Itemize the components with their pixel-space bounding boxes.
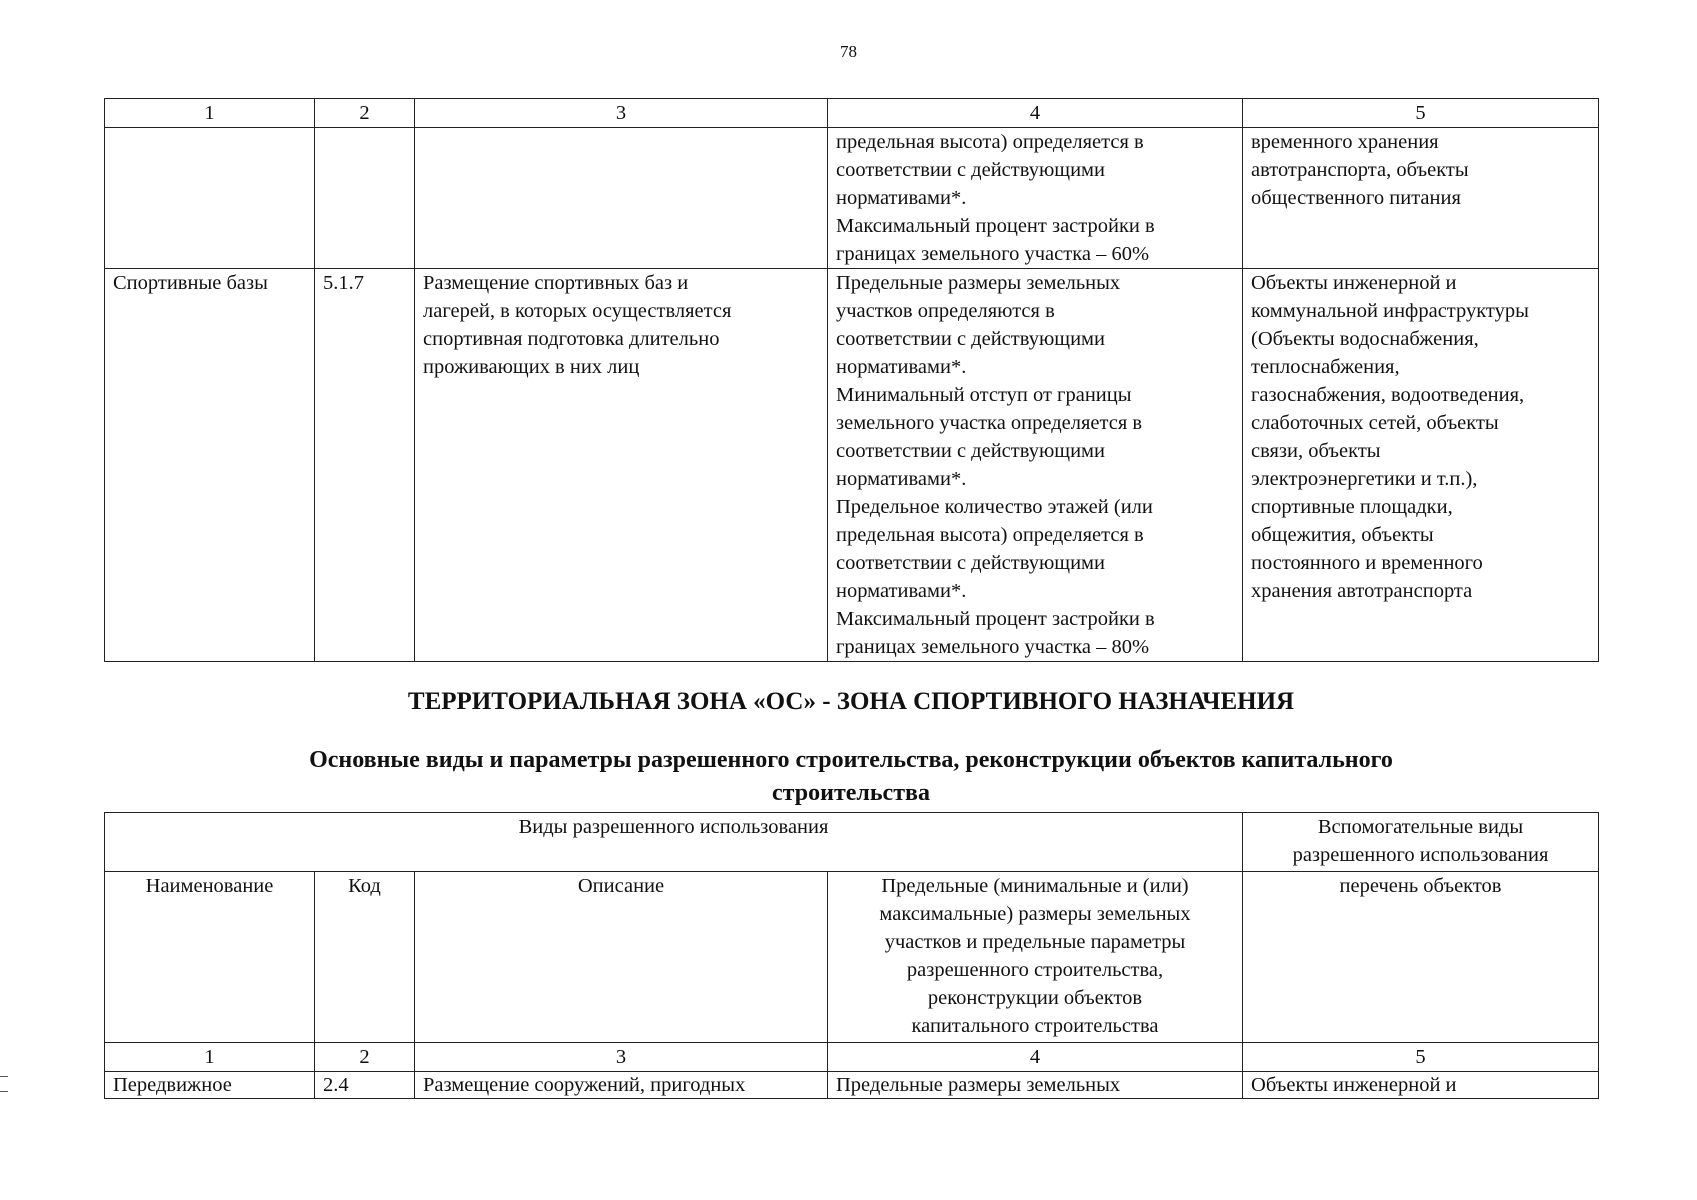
text-line: разрешенного использования (1292, 844, 1549, 866)
name-cell (105, 128, 315, 269)
text-line: Основные виды и параметры разрешенного строительства, реконструкции объектов капитального (309, 747, 1393, 773)
text-line: коммунальной инфраструктуры (1251, 300, 1529, 322)
text-line: разрешенного строительства, (906, 959, 1164, 981)
column-header-row (105, 872, 1599, 1043)
text-line: (Объекты водоснабжения, (1251, 328, 1479, 350)
aux-header (1243, 813, 1599, 872)
text-line: Объекты инженерной и (1251, 272, 1457, 294)
top-table (104, 98, 1599, 662)
column-number: 1 (105, 99, 315, 128)
text-line: проживающих в них лиц (423, 356, 640, 378)
text-line: Максимальный процент застройки в (836, 215, 1155, 237)
column-number: 3 (415, 1043, 828, 1072)
column-number-row (105, 1043, 1599, 1072)
table-row (105, 269, 1599, 662)
text-line: нормативами*. (836, 580, 967, 602)
text-line: соответствии с действующими (836, 328, 1105, 350)
text-line: теплоснабжения, (1251, 356, 1400, 378)
text-line: нормативами*. (836, 187, 967, 209)
name-cell: Передвижное (105, 1072, 315, 1099)
column-header-description: Описание (415, 872, 828, 1043)
column-number: 1 (105, 1043, 315, 1072)
params-cell (828, 128, 1243, 269)
text-line: спортивная подготовка длительно (423, 328, 720, 350)
column-header-code: Код (315, 872, 415, 1043)
group-header-row (105, 813, 1599, 872)
text-line: Предельные (минимальные и (или) (881, 875, 1189, 897)
code-cell (315, 128, 415, 269)
text-line: предельная высота) определяется в (836, 524, 1144, 546)
text-line: максимальные) размеры земельных (879, 903, 1191, 925)
text-line: Предельное количество этажей (или (836, 496, 1153, 518)
text-line: автотранспорта, объекты (1251, 159, 1469, 181)
column-number: 3 (415, 99, 828, 128)
auxiliary-cell (1243, 269, 1599, 662)
auxiliary-cell (1243, 128, 1599, 269)
text-line: спортивные площадки, (1251, 496, 1453, 518)
description-cell (415, 269, 828, 662)
text-line: хранения автотранспорта (1251, 580, 1473, 602)
text-line: электроэнергетики и т.п.), (1251, 468, 1478, 490)
text-line: участков и предельные параметры (884, 931, 1186, 953)
column-number: 2 (315, 99, 415, 128)
code-cell: 2.4 (315, 1072, 415, 1099)
column-number: 4 (828, 1043, 1243, 1072)
text-line: общежития, объекты (1251, 524, 1434, 546)
text-line: временного хранения (1251, 131, 1439, 153)
table-row (105, 1072, 1599, 1099)
column-number: 2 (315, 1043, 415, 1072)
text-line: газоснабжения, водоотведения, (1251, 384, 1525, 406)
text-line: Вспомогательные виды (1317, 816, 1524, 838)
description-cell: Размещение сооружений, пригодных (415, 1072, 828, 1099)
text-line: нормативами*. (836, 356, 967, 378)
name-cell: Спортивные базы (105, 269, 315, 662)
text-line: Размещение спортивных баз и (423, 272, 689, 294)
text-line: реконструкции объектов (927, 987, 1143, 1009)
params-cell: Предельные размеры земельных (828, 1072, 1243, 1099)
column-header-params (828, 872, 1243, 1043)
text-line: строительства (772, 780, 930, 806)
text-line: границах земельного участка – 60% (836, 243, 1150, 265)
bottom-table (104, 812, 1599, 1099)
column-number-row (105, 99, 1599, 128)
page-number: 78 (840, 42, 857, 61)
scan-edge-mark (0, 1076, 8, 1092)
text-line: соответствии с действующими (836, 440, 1105, 462)
zone-title: ТЕРРИТОРИАЛЬНАЯ ЗОНА «ОС» - ЗОНА СПОРТИВНОГО НАЗНАЧЕНИЯ (407, 688, 1295, 715)
group-header: Виды разрешенного использования (105, 813, 1243, 872)
text-line: соответствии с действующими (836, 552, 1105, 574)
text-line: участков определяются в (836, 300, 1055, 322)
text-line: Максимальный процент застройки в (836, 608, 1155, 630)
text-line: связи, объекты (1251, 440, 1381, 462)
text-line: соответствии с действующими (836, 159, 1105, 181)
section-title (104, 744, 1598, 810)
column-number: 5 (1243, 1043, 1599, 1072)
text-line: границах земельного участка – 80% (836, 636, 1150, 658)
text-line: капитального строительства (911, 1015, 1159, 1037)
column-header-name: Наименование (105, 872, 315, 1043)
text-line: земельного участка определяется в (836, 412, 1143, 434)
table-row (105, 128, 1599, 269)
text-line: предельная высота) определяется в (836, 131, 1144, 153)
text-line: лагерей, в которых осуществляется (423, 300, 732, 322)
column-number: 5 (1243, 99, 1599, 128)
text-line: Минимальный отступ от границы (836, 384, 1132, 406)
text-line: общественного питания (1251, 187, 1461, 209)
code-cell: 5.1.7 (315, 269, 415, 662)
description-cell (415, 128, 828, 269)
auxiliary-cell: Объекты инженерной и (1243, 1072, 1599, 1099)
text-line: слаботочных сетей, объекты (1251, 412, 1499, 434)
column-header-auxiliary: перечень объектов (1243, 872, 1599, 1043)
text-line: Предельные размеры земельных (836, 272, 1121, 294)
column-number: 4 (828, 99, 1243, 128)
params-cell (828, 269, 1243, 662)
text-line: нормативами*. (836, 468, 967, 490)
text-line: постоянного и временного (1251, 552, 1483, 574)
